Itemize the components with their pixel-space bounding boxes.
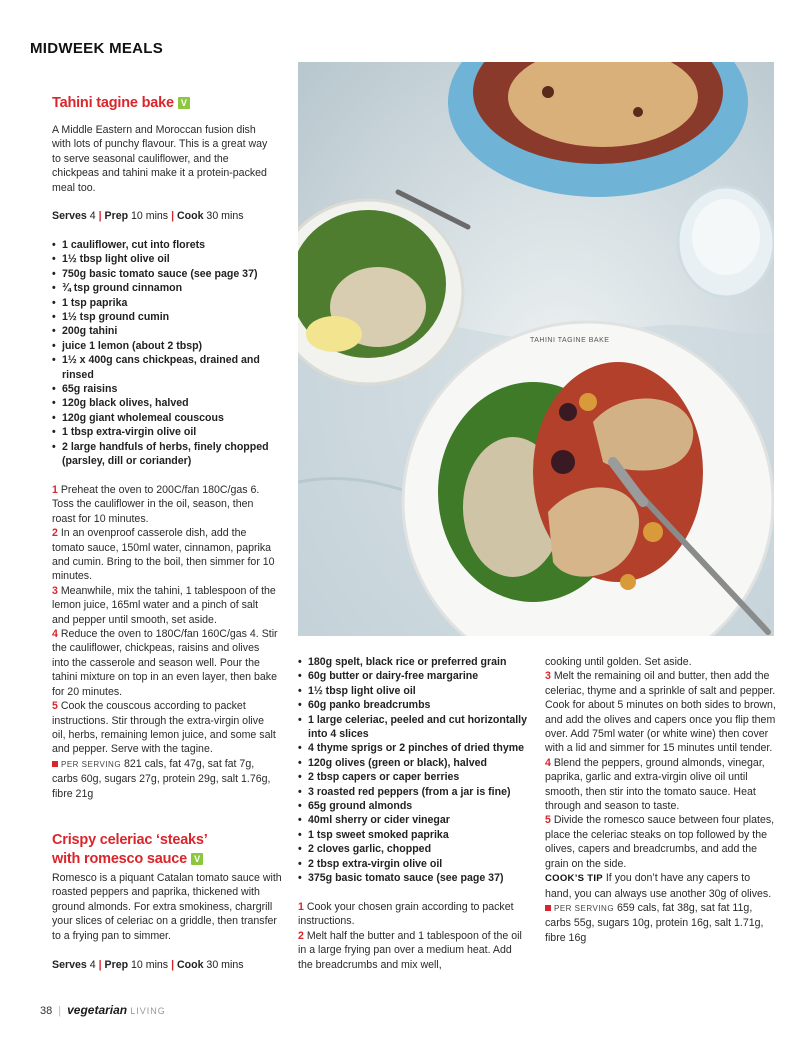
ingredient-item: • 750g basic tomato sauce (see page 37)	[52, 267, 277, 281]
method-step	[52, 627, 278, 699]
ingredient-item: • 60g butter or dairy-free margarine	[298, 669, 533, 683]
ingredient-item: • 1½ tbsp light olive oil	[52, 252, 277, 266]
recipe-title-tahini	[52, 94, 190, 113]
method-step	[298, 929, 524, 972]
ingredient-item: • 60g panko breadcrumbs	[298, 698, 533, 712]
prep-value: 10 mins	[131, 959, 169, 971]
ingredient-item: • 1 large celeriac, peeled and cut horizontally into 4 slices	[298, 713, 533, 742]
step-number: 2	[298, 929, 304, 942]
ingredient-item: • 180g spelt, black rice or preferred grain	[298, 655, 533, 669]
step-number: 4	[52, 628, 58, 641]
ingredient-item: • 120g black olives, halved	[52, 396, 277, 410]
step-text: Melt the remaining oil and butter, then add the celeriac, thyme and a sprinkle of salt and pepper. Cook for about 5 minutes on both sides to brown, and add the olives and capers once you flip them over. Add 75ml water (or white wine) then cover with a lid and simmer for 15 minutes until tender.	[545, 670, 776, 755]
ingredient-item: • 2 tbsp capers or caper berries	[298, 770, 533, 784]
per-serving-marker-icon	[545, 905, 551, 911]
recipe-meta	[52, 209, 277, 223]
ingredient-item: • 120g olives (green or black), halved	[298, 756, 533, 770]
step-number: 3	[545, 670, 551, 683]
ingredient-item: • 2 cloves garlic, chopped	[298, 842, 533, 856]
ingredient-item: • 4 thyme sprigs or 2 pinches of dried thyme	[298, 741, 533, 755]
method-steps	[298, 900, 524, 972]
serves-label: Serves	[52, 959, 87, 971]
method-step	[52, 699, 278, 757]
recipe-title-celeriac	[52, 831, 292, 869]
step-text: Meanwhile, mix the tahini, 1 tablespoon of the lemon juice, 165ml water and a pinch of salt and pepper until smooth, set aside.	[52, 584, 276, 626]
method-step-continued: cooking until golden. Set aside.	[545, 656, 692, 668]
cook-label: Cook	[176, 210, 204, 222]
ingredient-item: • 1½ tbsp light olive oil	[298, 684, 533, 698]
method-step	[545, 756, 777, 814]
ingredient-item: • juice 1 lemon (about 2 tbsp)	[52, 339, 277, 353]
tip-label: COOK’S TIP	[545, 873, 603, 885]
ingredient-item: • 1 tbsp extra-virgin olive oil	[52, 425, 277, 439]
footer-separator: |	[58, 1005, 62, 1017]
prep-value: 10 mins	[131, 210, 169, 222]
ingredient-item: • 2 large handfuls of herbs, finely chopped (parsley, dill or coriander)	[52, 440, 277, 469]
recipe-intro: A Middle Eastern and Moroccan fusion dish with lots of punchy flavour. This is a great way to serve seasonal cauliflower, and the chickpeas and tahini make it a protein-packed meal too.	[52, 124, 268, 194]
recipe-title-line2: with romesco sauce	[52, 851, 188, 867]
page-number: 38	[40, 1005, 53, 1017]
step-text: Cook your chosen grain according to packet instructions.	[298, 901, 514, 928]
magazine-brand: vegetarian	[67, 1003, 128, 1017]
step-number: 1	[298, 901, 304, 913]
method-steps	[52, 483, 278, 801]
food-photo-illustration	[298, 62, 774, 636]
vegetarian-badge-icon: V	[178, 97, 190, 109]
ingredient-item: • 200g tahini	[52, 324, 277, 338]
per-serving-label: PER SERVING	[61, 759, 122, 769]
step-text: Melt half the butter and 1 tablespoon of the oil in a large frying pan over a medium heat. Add the breadcrumbs and mix well,	[298, 929, 522, 971]
recipe-photo	[298, 62, 774, 636]
ingredient-list	[298, 655, 533, 886]
ingredient-item: • 3 roasted red peppers (from a jar is fine)	[298, 785, 533, 799]
step-number: 5	[52, 700, 58, 713]
step-text: Divide the romesco sauce between four plates, place the celeriac steaks on top followed by the olives, capers and breadcrumbs, and add the grain on the side.	[545, 814, 775, 870]
step-number: 3	[52, 584, 58, 597]
per-serving-label: PER SERVING	[554, 903, 615, 913]
cook-label: Cook	[176, 959, 204, 971]
method-step	[545, 669, 777, 755]
method-step	[298, 900, 524, 929]
method-step	[52, 483, 278, 526]
nutrition-text: 821 cals, fat 47g, sat fat 7g, carbs 60g, sugars 27g, protein 29g, salt 1.76g, fibre 21g	[52, 757, 271, 800]
serves-label: Serves	[52, 210, 87, 222]
recipe-title-text: Tahini tagine bake	[52, 95, 174, 111]
photo-caption: TAHINI TAGINE BAKE	[530, 337, 610, 344]
ingredient-item: • 65g ground almonds	[298, 799, 533, 813]
cooks-tip	[545, 871, 777, 901]
ingredient-item: • 120g giant wholemeal couscous	[52, 411, 277, 425]
meta-separator: |	[98, 210, 102, 222]
prep-label: Prep	[104, 959, 129, 971]
ingredient-item: • 1½ x 400g cans chickpeas, drained and rinsed	[52, 353, 277, 382]
nutrition-text: 659 cals, fat 38g, sat fat 11g, carbs 55g, sugars 10g, protein 16g, salt 1.71g, fibre 16g	[545, 901, 764, 944]
meta-separator: |	[98, 959, 102, 971]
ingredient-item: • ¾ tsp ground cinnamon	[52, 281, 277, 295]
nutrition-info	[545, 901, 777, 945]
step-text: Blend the peppers, ground almonds, vinegar, paprika, garlic and extra-virgin olive oil until smooth, then stir into the tomato sauce. Heat through and season to taste.	[545, 756, 765, 813]
page-footer	[40, 1003, 166, 1017]
method-steps-continued	[545, 655, 777, 945]
serves-value: 4	[89, 959, 96, 971]
meta-separator: |	[171, 210, 175, 222]
nutrition-info	[52, 757, 278, 801]
step-number: 5	[545, 814, 551, 827]
step-number: 2	[52, 527, 58, 540]
ingredient-list	[52, 238, 277, 469]
step-text: In an ovenproof casserole dish, add the tomato sauce, 150ml water, cinnamon, paprika and cumin. Bring to the boil, then simmer for 10 minutes.	[52, 527, 275, 583]
step-text: Cook the couscous according to packet instructions. Stir through the extra-virgin olive oil, herbs, remaining lemon juice, and some salt and pepper. Serve with the tagine.	[52, 700, 276, 756]
method-step	[52, 526, 278, 584]
step-text: Preheat the oven to 200C/fan 180C/gas 6. Toss the cauliflower in the oil, season, then roast for 10 minutes.	[52, 484, 260, 525]
cook-value: 30 mins	[206, 210, 244, 222]
method-step	[52, 584, 278, 627]
magazine-brand-suffix: LIVING	[130, 1006, 166, 1016]
per-serving-marker-icon	[52, 761, 58, 767]
prep-label: Prep	[104, 210, 129, 222]
ingredient-item: • 1½ tsp ground cumin	[52, 310, 277, 324]
recipe-intro: Romesco is a piquant Catalan tomato sauce with roasted peppers and paprika, thickened with ground almonds. For extra smokiness, chargrill your slices of celeriac on a griddle, then transfer to a frying pan to simmer.	[52, 872, 282, 942]
serves-value: 4	[89, 210, 96, 222]
recipe-meta	[52, 958, 292, 972]
tip-text: If you don’t have any capers to hand, you can always use another 30g of olives.	[545, 872, 772, 900]
recipe-title-line1: Crispy celeriac ‘steaks’	[52, 832, 208, 848]
ingredient-item: • 65g raisins	[52, 382, 277, 396]
ingredient-item: • 1 cauliflower, cut into florets	[52, 238, 277, 252]
section-title: MIDWEEK MEALS	[30, 40, 164, 57]
ingredient-item: • 1 tsp sweet smoked paprika	[298, 828, 533, 842]
vegetarian-badge-icon: V	[191, 853, 203, 865]
cook-value: 30 mins	[206, 959, 244, 971]
step-number: 1	[52, 484, 58, 496]
meta-separator: |	[171, 959, 175, 971]
step-text: Reduce the oven to 180C/fan 160C/gas 4. Stir the cauliflower, chickpeas, raisins and olives into the casserole and season well. Pour the tahini mixture on top in an even layer, then bake for 20 minutes.	[52, 628, 278, 698]
method-step	[545, 813, 777, 871]
ingredient-item: • 40ml sherry or cider vinegar	[298, 813, 533, 827]
step-number: 4	[545, 756, 551, 769]
ingredient-item: • 375g basic tomato sauce (see page 37)	[298, 871, 533, 885]
ingredient-item: • 1 tsp paprika	[52, 296, 277, 310]
ingredient-item: • 2 tbsp extra-virgin olive oil	[298, 857, 533, 871]
